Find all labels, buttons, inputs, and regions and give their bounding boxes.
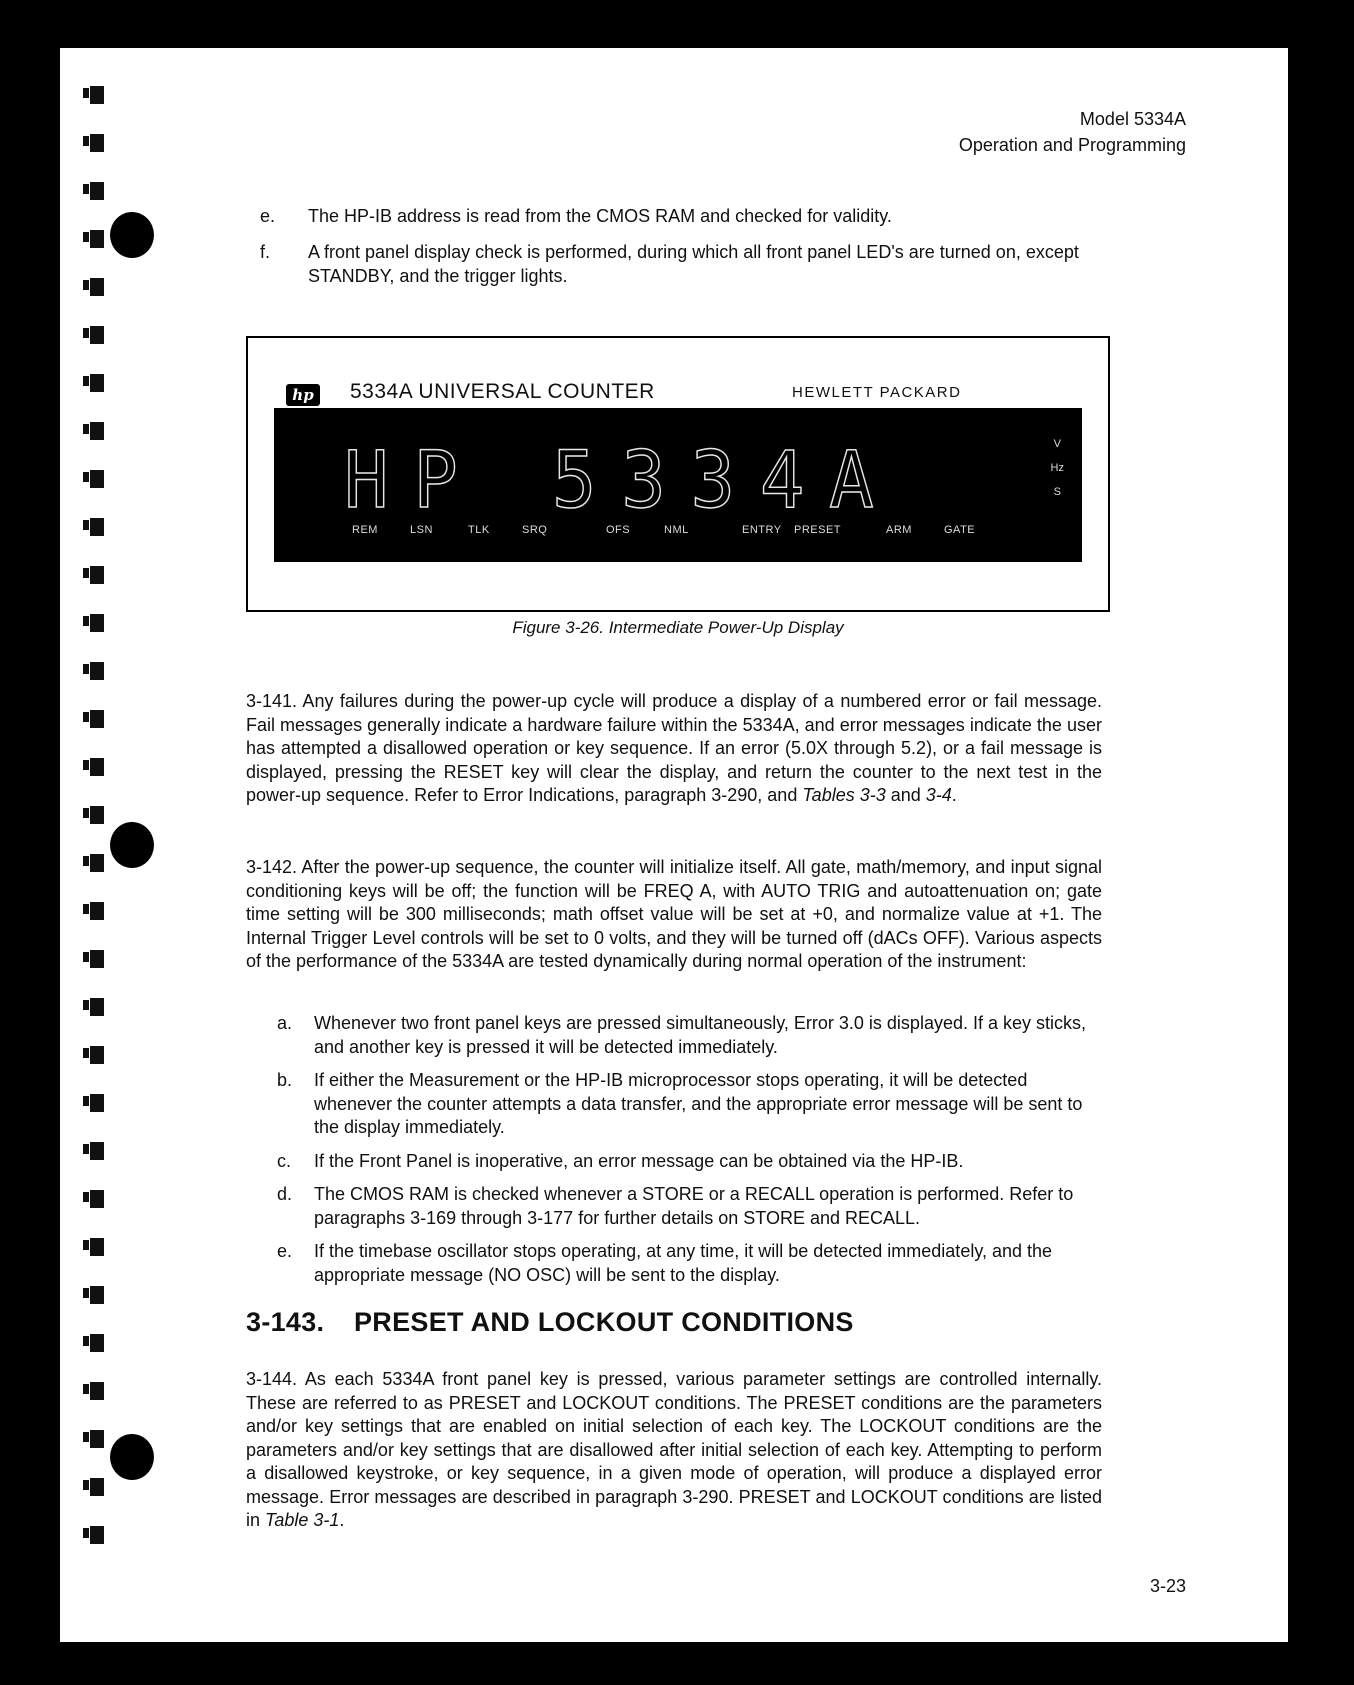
binder-hole <box>90 950 104 968</box>
display-units <box>1051 432 1064 504</box>
paragraph-3-142: 3-142. After the power-up sequence, the counter will initialize itself. All gate, math/memory, and input signal conditioning keys will be off; the function will be FREQ A, with AUTO TRIG and autoattenuation on; gate time setting will be 300 milliseconds; math offset value will be set at +0, and normalize value at +1. The Internal Trigger Level controls will be set to 0 volts, and they will be turned off (dACs OFF). Various aspects of the performance of the 5334A are tested dynamically during normal operation of the instrument: <box>246 857 1102 971</box>
binder-hole <box>90 374 104 392</box>
list-item <box>260 240 1168 288</box>
binder-hole <box>90 1286 104 1304</box>
binder-hole <box>90 998 104 1016</box>
list-item <box>277 1240 1102 1287</box>
punch-hole <box>110 822 154 868</box>
figure-brand: HEWLETT PACKARD <box>792 384 962 401</box>
header-model: Model 5334A <box>1079 109 1186 129</box>
list-marker: a. <box>277 1013 293 1033</box>
table-reference: 3-4 <box>925 785 952 805</box>
annunciator-preset: PRESET <box>794 524 842 536</box>
list-item <box>260 204 1168 228</box>
binder-hole <box>90 470 104 488</box>
figure-caption: Figure 3-26. Intermediate Power-Up Display <box>512 618 844 637</box>
binder-hole <box>90 1190 104 1208</box>
list-text: If either the Measurement or the HP-IB microprocessor stops operating, it will be detected whenever the counter attempts a data transfer, and the appropriate error message will be sent to the display immediately. <box>314 1070 1083 1137</box>
binder-hole <box>90 1142 104 1160</box>
counter-front-panel-figure <box>246 336 1110 612</box>
binder-hole <box>90 806 104 824</box>
binder-hole <box>90 326 104 344</box>
binder-hole <box>90 614 104 632</box>
paragraph-text: 3-144. As each 5334A front panel key is pressed, various parameter settings are controlled internally. These are referred to as PRESET and LOCKOUT conditions. The PRESET conditions are the parameters and/or key settings that are enabled on initial selection of each key. The LOCKOUT conditions are the parameters and/or key settings that are disallowed after initial selection of each key. Attempting to perform a disallowed keystroke, or key sequence, in a given mode of operation, will produce a displayed error message. Error messages are described in paragraph 3-290. PRESET and LOCKOUT conditions are listed in <box>246 1369 1102 1530</box>
paragraph-text: and <box>885 785 926 805</box>
binder-hole <box>90 182 104 200</box>
binder-hole <box>90 518 104 536</box>
annunciator-entry: ENTRY <box>742 524 782 536</box>
list-text: If the Front Panel is inoperative, an error message can be obtained via the HP-IB. <box>314 1150 964 1171</box>
binder-hole <box>90 1238 104 1256</box>
list-marker: e. <box>277 1241 293 1261</box>
startup-steps-list <box>260 204 1168 300</box>
binder-holes <box>74 48 138 1642</box>
punch-hole <box>110 1434 154 1480</box>
figure-instrument-title: 5334A UNIVERSAL COUNTER <box>350 380 655 403</box>
binder-hole <box>90 710 104 728</box>
binder-hole <box>90 1430 104 1448</box>
binder-hole <box>90 854 104 872</box>
list-text: If the timebase oscillator stops operating, at any time, it will be detected immediately, and the appropriate message (NO OSC) will be sent to the display. <box>314 1241 1053 1285</box>
section-number: 3-143. <box>246 1307 325 1337</box>
annunciator-gate: GATE <box>944 524 976 536</box>
binder-hole <box>90 1526 104 1544</box>
binder-hole <box>90 1094 104 1112</box>
paragraph-text: . <box>339 1510 345 1530</box>
document-page <box>60 48 1288 1642</box>
paragraph-3-144 <box>246 1368 1102 1533</box>
annunciator-arm: ARM <box>886 524 912 536</box>
binder-hole <box>90 1334 104 1352</box>
binder-hole <box>90 422 104 440</box>
binder-hole <box>90 230 104 248</box>
binder-hole <box>90 662 104 680</box>
annunciator-tlk: TLK <box>468 524 490 536</box>
binder-hole <box>90 758 104 776</box>
list-item <box>277 1150 1102 1174</box>
unit-volts: V <box>1053 438 1061 450</box>
list-text: The CMOS RAM is checked whenever a STORE or a RECALL operation is performed. Refer to paragraphs 3-169 through 3-177 for further details on STORE and RECALL. <box>314 1184 1074 1228</box>
list-marker: d. <box>277 1184 293 1204</box>
annunciator-nml: NML <box>664 524 689 536</box>
list-marker: e. <box>260 206 276 226</box>
unit-hertz: Hz <box>1050 462 1064 474</box>
binder-hole <box>90 902 104 920</box>
paragraph-3-141 <box>246 690 1102 808</box>
list-text: A front panel display check is performed, during which all front panel LED's are turned on, except STANDBY, and the trigger lights. <box>308 242 1079 286</box>
annunciator-srq: SRQ <box>522 524 548 536</box>
list-item <box>277 1183 1102 1230</box>
paragraph-text: 3-141. Any failures during the power-up cycle will produce a display of a numbered error or fail message. Fail messages generally indicate a hardware failure within the 5334A, and error messages indicate the user has attempted a disallowed operation or key sequence. If an error (5.0X through 5.2), or a fail message is displayed, pressing the RESET key will clear the display, and return the counter to the next test in the power-up sequence. Refer to Error Indications, paragraph 3-290, and <box>246 691 1102 805</box>
display-readout: HP 5334A <box>344 436 899 526</box>
dynamic-tests-list <box>277 1012 1102 1297</box>
paragraph-text: . <box>951 785 957 805</box>
hp-logo: hp <box>286 384 320 406</box>
list-marker: c. <box>277 1150 292 1171</box>
header-section: Operation and Programming <box>958 135 1186 155</box>
binder-hole <box>90 134 104 152</box>
unit-seconds: S <box>1053 486 1061 498</box>
binder-hole <box>90 86 104 104</box>
section-heading <box>246 1307 854 1338</box>
led-display <box>274 408 1082 562</box>
binder-hole <box>90 566 104 584</box>
binder-hole <box>90 278 104 296</box>
binder-hole <box>90 1046 104 1064</box>
page-header <box>959 106 1186 158</box>
list-text: Whenever two front panel keys are pressed simultaneously, Error 3.0 is displayed. If a key sticks, and another key is pressed it will be detected immediately. <box>314 1013 1087 1057</box>
binder-hole <box>90 1478 104 1496</box>
list-text: The HP-IB address is read from the CMOS RAM and checked for validity. <box>308 206 892 226</box>
list-item <box>277 1069 1102 1140</box>
list-marker: f. <box>260 242 271 262</box>
list-marker: b. <box>277 1070 293 1090</box>
list-item <box>277 1012 1102 1059</box>
page-number: 3-23 <box>1149 1576 1186 1596</box>
annunciator-ofs: OFS <box>606 524 631 536</box>
section-title: PRESET AND LOCKOUT CONDITIONS <box>354 1307 854 1337</box>
binder-hole <box>90 1382 104 1400</box>
annunciator-lsn: LSN <box>410 524 433 536</box>
table-reference: Tables 3-3 <box>802 785 886 805</box>
annunciator-rem: REM <box>352 524 378 536</box>
punch-hole <box>110 212 154 258</box>
table-reference: Table 3-1 <box>265 1510 340 1530</box>
